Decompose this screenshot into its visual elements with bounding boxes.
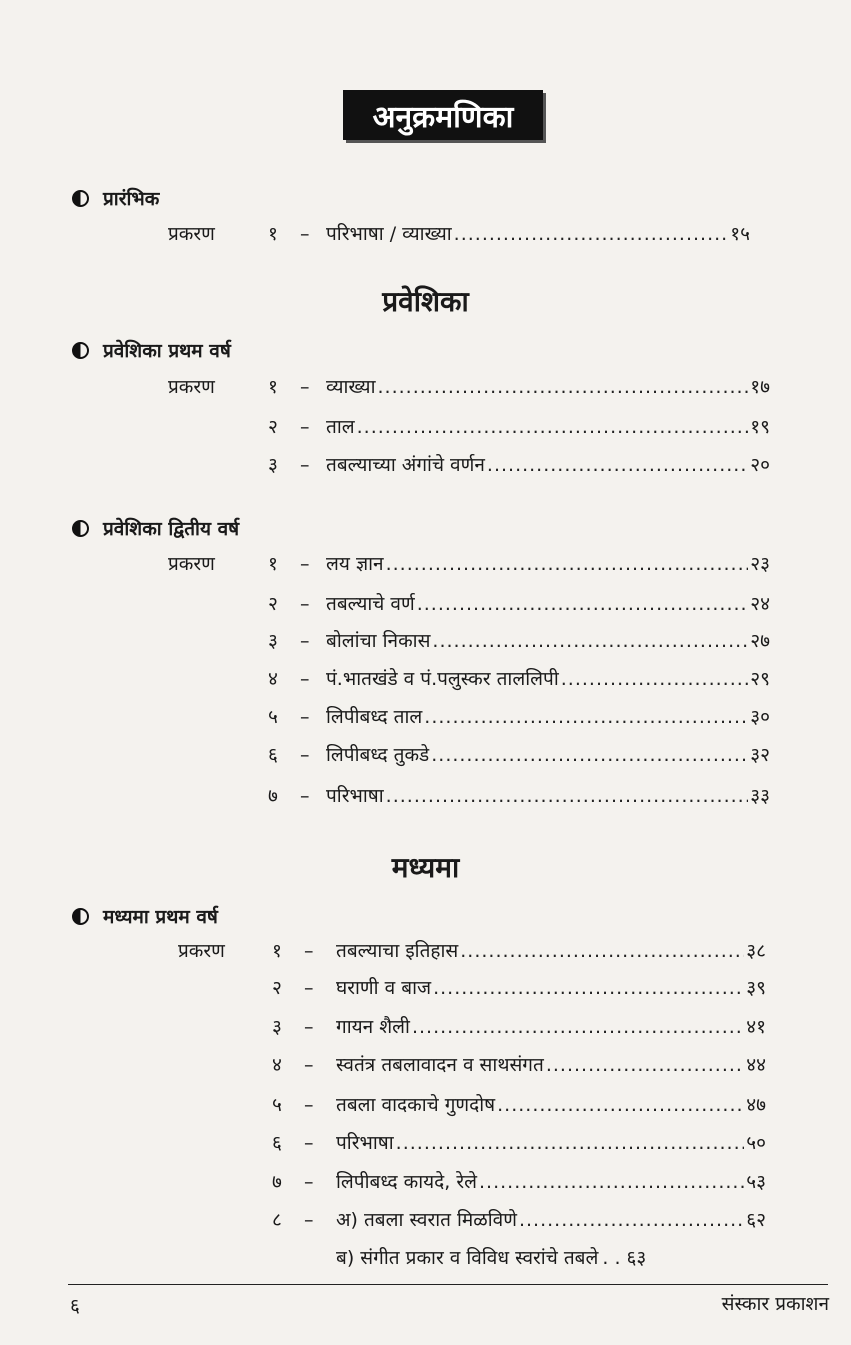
entry-label: ब) संगीत प्रकार व विविध स्वरांचे तबले	[336, 1247, 599, 1269]
publisher-name: संस्कार प्रकाशन	[721, 1293, 829, 1315]
entry-page: १५	[730, 223, 750, 245]
entry-label: लिपीबध्द ताल	[326, 706, 423, 728]
entry-number: १	[268, 223, 278, 245]
entry-page: २३	[750, 553, 770, 575]
entry-number: ६	[272, 1132, 282, 1154]
group-heading-label: मध्यमा प्रथम वर्ष	[103, 906, 218, 928]
entry-number: ६	[268, 744, 278, 766]
toc-entry: २ – ताल ..... १९	[0, 412, 851, 442]
entry-label: घराणी व बाज	[336, 977, 432, 999]
entry-label: लय ज्ञान	[326, 553, 384, 575]
toc-entry: ४ – स्वतंत्र तबलावादन व साथसंगत ..... ४४	[0, 1050, 851, 1080]
entry-line	[336, 973, 766, 1003]
entry-page: २४	[750, 593, 770, 615]
section-heading-madhyama: मध्यमा	[391, 851, 460, 884]
entry-label: व्याख्या	[326, 376, 376, 398]
entry-page: ३२	[750, 744, 770, 766]
prakaran-label: प्रकरण	[168, 376, 215, 398]
group-heading-prarambhik	[72, 183, 159, 213]
section-heading-praveshika: प्रवेशिका	[382, 285, 469, 318]
entry-page: ३८	[746, 940, 766, 962]
prakaran-label: प्रकरण	[178, 940, 225, 962]
toc-entry: ३ – बोलांचा निकास ..... २७	[0, 626, 851, 656]
page-number: ६	[70, 1295, 80, 1317]
toc-entry: २ – घराणी व बाज ..... ३९	[0, 973, 851, 1003]
entry-number: ७	[268, 785, 278, 807]
entry-number: ५	[272, 1094, 282, 1116]
entry-number: ८	[272, 1209, 282, 1231]
entry-page: २९	[750, 668, 770, 690]
entry-page: ३९	[746, 977, 766, 999]
entry-line	[326, 702, 770, 732]
entry-line	[326, 450, 770, 480]
yin-yang-icon	[72, 520, 89, 537]
entry-page: २७	[750, 630, 770, 652]
entry-line	[336, 1128, 766, 1158]
entry-label: तबल्याचा इतिहास	[336, 940, 459, 962]
entry-number: २	[268, 416, 278, 438]
toc-entry: ६ – लिपीबध्द तुकडे ..... ३२	[0, 740, 851, 770]
entry-number: १	[268, 553, 278, 575]
group-heading-label: प्रारंभिक	[103, 188, 160, 210]
toc-entry: प्रकरण १ – परिभाषा / व्याख्या ..... १५	[0, 219, 851, 249]
toc-entry: ६ – परिभाषा ..... ५०	[0, 1128, 851, 1158]
entry-number: ४	[268, 668, 278, 690]
entry-label: गायन शैली	[336, 1016, 410, 1038]
footer-rule	[68, 1284, 828, 1285]
toc-entry: ५ – तबला वादकाचे गुणदोष ..... ४७	[0, 1090, 851, 1120]
entry-label: अ) तबला स्वरात मिळविणे	[336, 1209, 517, 1231]
yin-yang-icon	[72, 342, 89, 359]
group-heading-praveshika-pratham	[72, 335, 231, 365]
entry-page: ५०	[746, 1132, 766, 1154]
entry-label: परिभाषा	[326, 785, 384, 807]
yin-yang-icon	[72, 190, 89, 207]
prakaran-label: प्रकरण	[168, 223, 215, 245]
entry-line	[326, 664, 770, 694]
entry-label: लिपीबध्द तुकडे	[326, 744, 430, 766]
toc-entry: ७ – लिपीबध्द कायदे, रेले ..... ५३	[0, 1167, 851, 1197]
entry-page: ४७	[746, 1094, 766, 1116]
entry-line	[336, 1012, 766, 1042]
entry-page: ३०	[750, 706, 770, 728]
entry-label: ताल	[326, 416, 355, 438]
toc-entry: ३ – तबल्याच्या अंगांचे वर्णन ..... २०	[0, 450, 851, 480]
group-heading-praveshika-dvitiya	[72, 513, 239, 543]
entry-line	[326, 781, 770, 811]
entry-label: बोलांचा निकास	[326, 630, 431, 652]
entry-line	[336, 1167, 766, 1197]
toc-entry: प्रकरण १ – व्याख्या ..... १७	[0, 372, 851, 402]
entry-number: ७	[272, 1171, 282, 1193]
entry-label: तबल्याच्या अंगांचे वर्णन	[326, 454, 485, 476]
toc-entry: ५ – लिपीबध्द ताल ..... ३०	[0, 702, 851, 732]
entry-page: ४१	[746, 1016, 766, 1038]
entry-page: ३३	[750, 785, 770, 807]
entry-line	[336, 1243, 766, 1273]
toc-entry: ७ – परिभाषा ..... ३३	[0, 781, 851, 811]
yin-yang-icon	[72, 908, 89, 925]
toc-entry: प्रकरण १ – तबल्याचा इतिहास ..... ३८	[0, 936, 851, 966]
entry-line	[326, 412, 770, 442]
group-heading-label: प्रवेशिका द्वितीय वर्ष	[103, 518, 240, 540]
entry-page: ५३	[746, 1171, 766, 1193]
entry-line	[326, 589, 770, 619]
entry-page: १७	[750, 376, 770, 398]
entry-line	[336, 1090, 766, 1120]
entry-number: ३	[268, 630, 278, 652]
entry-page: १९	[750, 416, 770, 438]
entry-label: तबल्याचे वर्ण	[326, 593, 415, 615]
toc-entry: प्रकरण १ – लय ज्ञान ..... २३	[0, 549, 851, 579]
entry-page: २०	[750, 454, 770, 476]
entry-line	[336, 1050, 766, 1080]
entry-line	[326, 372, 770, 402]
entry-number: २	[268, 593, 278, 615]
entry-label: लिपीबध्द कायदे, रेले	[336, 1171, 477, 1193]
group-heading-madhyama-pratham	[72, 901, 218, 931]
entry-number: १	[268, 376, 278, 398]
toc-entry: ३ – गायन शैली ..... ४१	[0, 1012, 851, 1042]
entry-number: २	[272, 977, 282, 999]
prakaran-label: प्रकरण	[168, 553, 215, 575]
entry-line	[326, 626, 770, 656]
toc-entry: ४ – पं.भातखंडे व पं.पलुस्कर ताललिपी ..... २९	[0, 664, 851, 694]
entry-line	[326, 549, 770, 579]
entry-page: ४४	[746, 1054, 766, 1076]
entry-line	[326, 219, 750, 249]
toc-entry: २ – तबल्याचे वर्ण ..... २४	[0, 589, 851, 619]
toc-title: अनुक्रमणिका	[343, 90, 543, 140]
entry-label: पं.भातखंडे व पं.पलुस्कर ताललिपी	[326, 668, 559, 690]
entry-page: . . ६३	[602, 1247, 647, 1269]
toc-entry: ८ – अ) तबला स्वरात मिळविणे ..... ६२	[0, 1205, 851, 1235]
entry-label: परिभाषा / व्याख्या	[326, 223, 452, 245]
toc-entry	[0, 1243, 851, 1273]
entry-line	[336, 936, 766, 966]
entry-number: ५	[268, 706, 278, 728]
entry-number: ३	[268, 454, 278, 476]
entry-number: ४	[272, 1054, 282, 1076]
entry-line	[326, 740, 770, 770]
entry-number: ३	[272, 1016, 282, 1038]
entry-label: स्वतंत्र तबलावादन व साथसंगत	[336, 1054, 544, 1076]
entry-number: १	[272, 940, 282, 962]
entry-label: परिभाषा	[336, 1132, 394, 1154]
entry-line	[336, 1205, 766, 1235]
group-heading-label: प्रवेशिका प्रथम वर्ष	[103, 340, 231, 362]
entry-label: तबला वादकाचे गुणदोष	[336, 1094, 496, 1116]
entry-page: ६२	[746, 1209, 766, 1231]
